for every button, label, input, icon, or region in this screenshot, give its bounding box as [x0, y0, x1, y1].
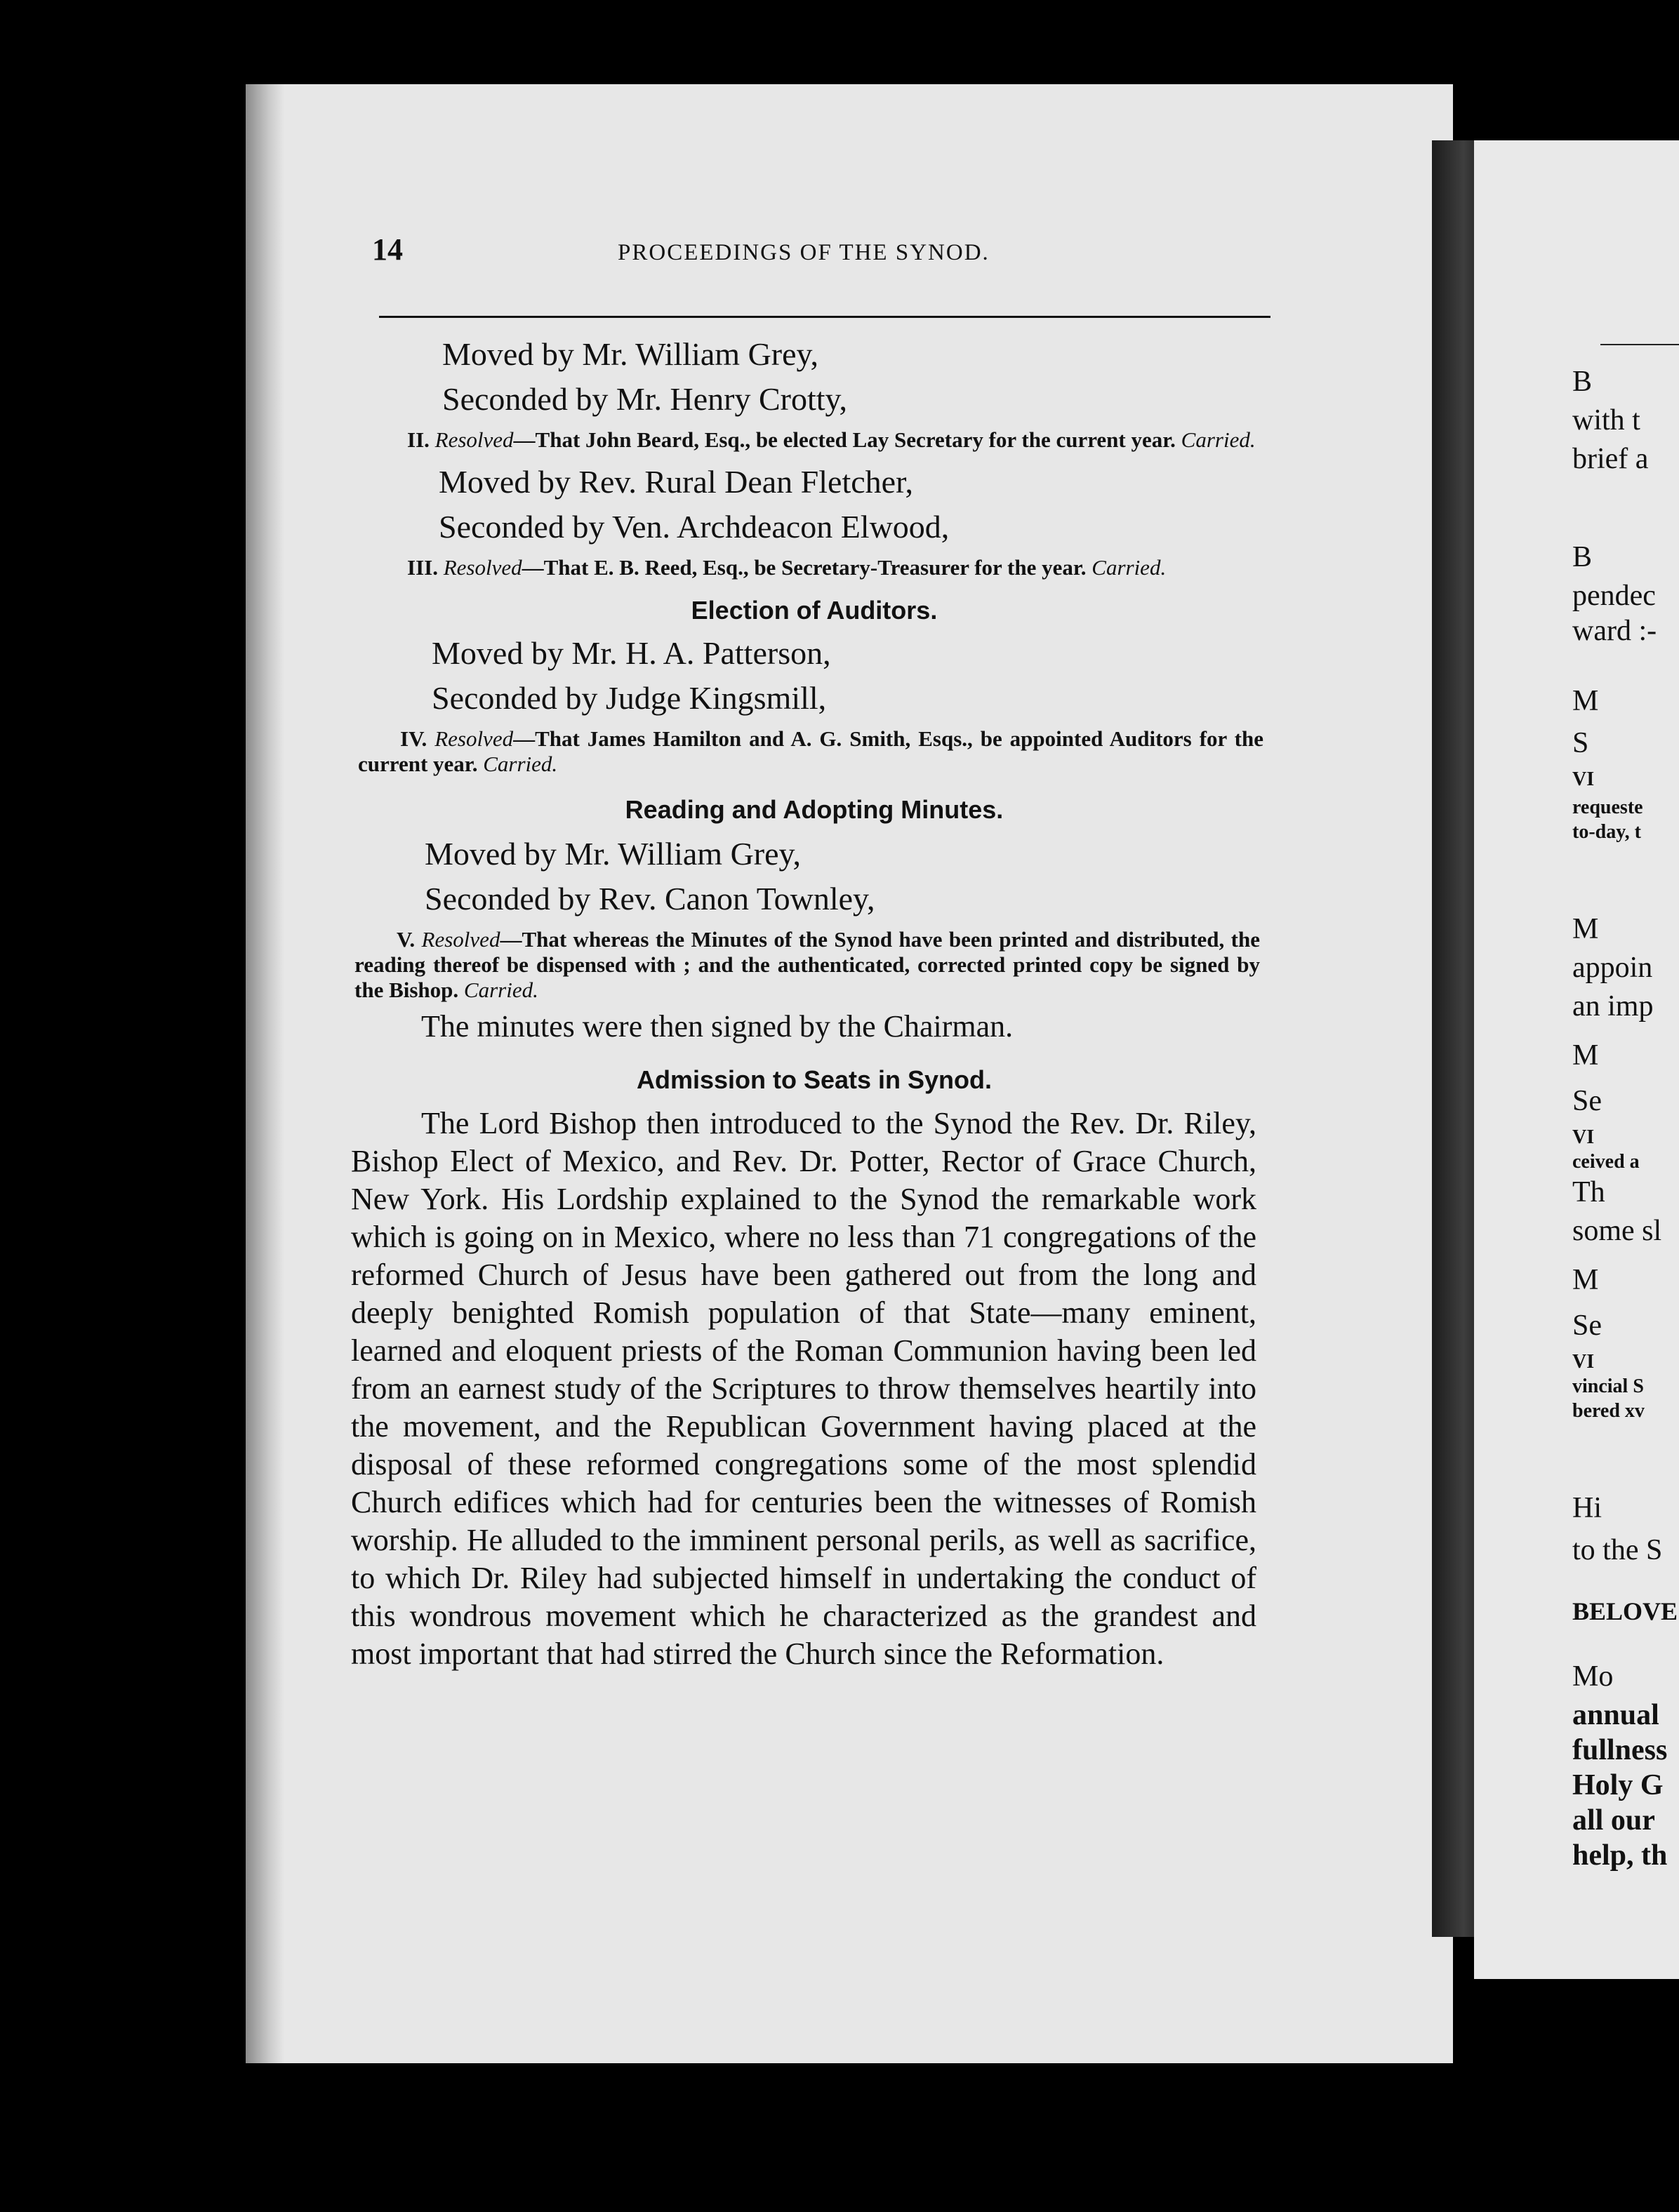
resolution	[365, 555, 1270, 580]
seconded-by: Seconded by Rev. Canon Townley,	[425, 881, 875, 917]
facing-fragment: S	[1572, 727, 1589, 759]
facing-fragment: help, th	[1572, 1839, 1668, 1872]
facing-fragment: Se	[1572, 1310, 1602, 1342]
facing-fragment: Mo	[1572, 1660, 1614, 1693]
facing-fragment: VI	[1572, 1351, 1595, 1373]
facing-fragment: vincial S	[1572, 1375, 1644, 1397]
facing-fragment: BELOVE	[1572, 1597, 1678, 1625]
facing-fragment: some sl	[1572, 1215, 1662, 1247]
facing-fragment: VI	[1572, 768, 1595, 790]
page-edge	[246, 84, 284, 2063]
moved-by: Moved by Mr. H. A. Patterson,	[432, 635, 831, 671]
admission-paragraph: The Lord Bishop then introduced to the Synod the Rev. Dr. Riley, Bishop Elect of Mexico, and Rev. Dr. Potter, Rector of Grace Church, New York. His Lordship explained to the Synod the remarkable work which is going on in Mexico, where no less than 71 congregations of the reformed Church of Jesus have been gathered out from the long and deeply benighted Romish population of that State—many eminent, learned and eloquent priests of the Roman Communion having been led from an earnest study of the Scriptures to throw themselves heartily into the movement, and the Republican Government having placed at the disposal of these reformed congregations some of the most splendid Church edifices which had for centuries been the witnesses of Romish worship. He alluded to the imminent personal perils, as well as sacrifice, to which Dr. Riley had subjected himself in undertaking the conduct of this wondrous movement which he characterized as the grandest and most important that had stirred the Church since the Reformation.	[351, 1106, 1256, 1671]
facing-fragment: brief a	[1572, 443, 1649, 475]
resolution-text: —That James Hamilton and A. G. Smith, Esqs., be appointed Auditors for the current year.	[358, 726, 1264, 776]
facing-fragment: B	[1572, 366, 1593, 398]
page-number: 14	[372, 232, 403, 267]
facing-fragment: ward :-	[1572, 615, 1657, 647]
carried-label: Carried.	[1181, 427, 1256, 452]
facing-fragment: requeste	[1572, 797, 1643, 818]
resolution-numeral: III.	[407, 555, 438, 580]
facing-page	[1474, 140, 1679, 1979]
facing-page-rule	[1600, 344, 1679, 345]
facing-fragment: to-day, t	[1572, 821, 1641, 843]
resolution	[354, 927, 1260, 1003]
facing-fragment: Holy G	[1572, 1769, 1664, 1801]
facing-fragment: all our	[1572, 1804, 1655, 1837]
facing-fragment: ceived a	[1572, 1151, 1640, 1173]
resolution-numeral: II.	[407, 427, 430, 452]
facing-fragment: fullness	[1572, 1734, 1668, 1766]
resolution-text: —That John Beard, Esq., be elected Lay Secretary for the current year.	[513, 427, 1176, 452]
minutes-signed-statement: The minutes were then signed by the Chairman.	[421, 1009, 1014, 1044]
facing-fragment: B	[1572, 541, 1593, 573]
facing-fragment: Hi	[1572, 1492, 1602, 1524]
facing-fragment: M	[1572, 1264, 1599, 1296]
facing-fragment: bered xv	[1572, 1400, 1645, 1422]
page-content	[351, 232, 1278, 1673]
carried-label: Carried.	[463, 978, 538, 1002]
facing-fragment: to the S	[1572, 1534, 1663, 1566]
resolution	[358, 726, 1263, 777]
header-rule	[379, 316, 1270, 318]
resolution-label: Resolved	[434, 726, 514, 751]
resolution	[365, 427, 1270, 453]
seconded-by: Seconded by Mr. Henry Crotty,	[442, 381, 848, 417]
facing-fragment: M	[1572, 1039, 1599, 1072]
moved-by: Moved by Mr. William Grey,	[425, 836, 802, 872]
facing-fragment: Se	[1572, 1085, 1602, 1117]
resolution-label: Resolved	[421, 927, 500, 952]
section-heading: Reading and Adopting Minutes.	[625, 795, 1004, 824]
facing-fragment: appoin	[1572, 952, 1653, 984]
seconded-by: Seconded by Ven. Archdeacon Elwood,	[439, 509, 950, 545]
resolution-text: —That whereas the Minutes of the Synod have been printed and distributed, the reading thereof be dispensed with ; and the authenticated, corrected printed copy be signed by the Bishop.	[354, 927, 1261, 1002]
facing-fragment: Th	[1572, 1176, 1605, 1208]
facing-fragment: M	[1572, 913, 1599, 945]
running-head: PROCEEDINGS OF THE SYNOD.	[618, 240, 990, 265]
page-header	[351, 232, 1278, 274]
moved-by: Moved by Rev. Rural Dean Fletcher,	[439, 464, 914, 500]
moved-by: Moved by Mr. William Grey,	[442, 336, 819, 372]
facing-fragment: M	[1572, 685, 1599, 717]
resolution-text: —That E. B. Reed, Esq., be Secretary-Treasurer for the year.	[522, 555, 1087, 580]
resolution-label: Resolved	[434, 427, 514, 452]
resolution-label: Resolved	[443, 555, 522, 580]
carried-label: Carried.	[1091, 555, 1167, 580]
carried-label: Carried.	[483, 752, 558, 776]
facing-fragment: annual	[1572, 1699, 1659, 1731]
facing-fragment: an imp	[1572, 990, 1654, 1022]
resolution-numeral: IV.	[400, 726, 427, 751]
seconded-by: Seconded by Judge Kingsmill,	[432, 680, 827, 716]
facing-fragment: VI	[1572, 1126, 1595, 1148]
section-heading: Admission to Seats in Synod.	[636, 1065, 993, 1094]
section-heading: Election of Auditors.	[691, 596, 938, 625]
facing-fragment: pendec	[1572, 580, 1656, 612]
resolution-numeral: V.	[397, 927, 416, 952]
facing-fragment: with t	[1572, 404, 1640, 437]
